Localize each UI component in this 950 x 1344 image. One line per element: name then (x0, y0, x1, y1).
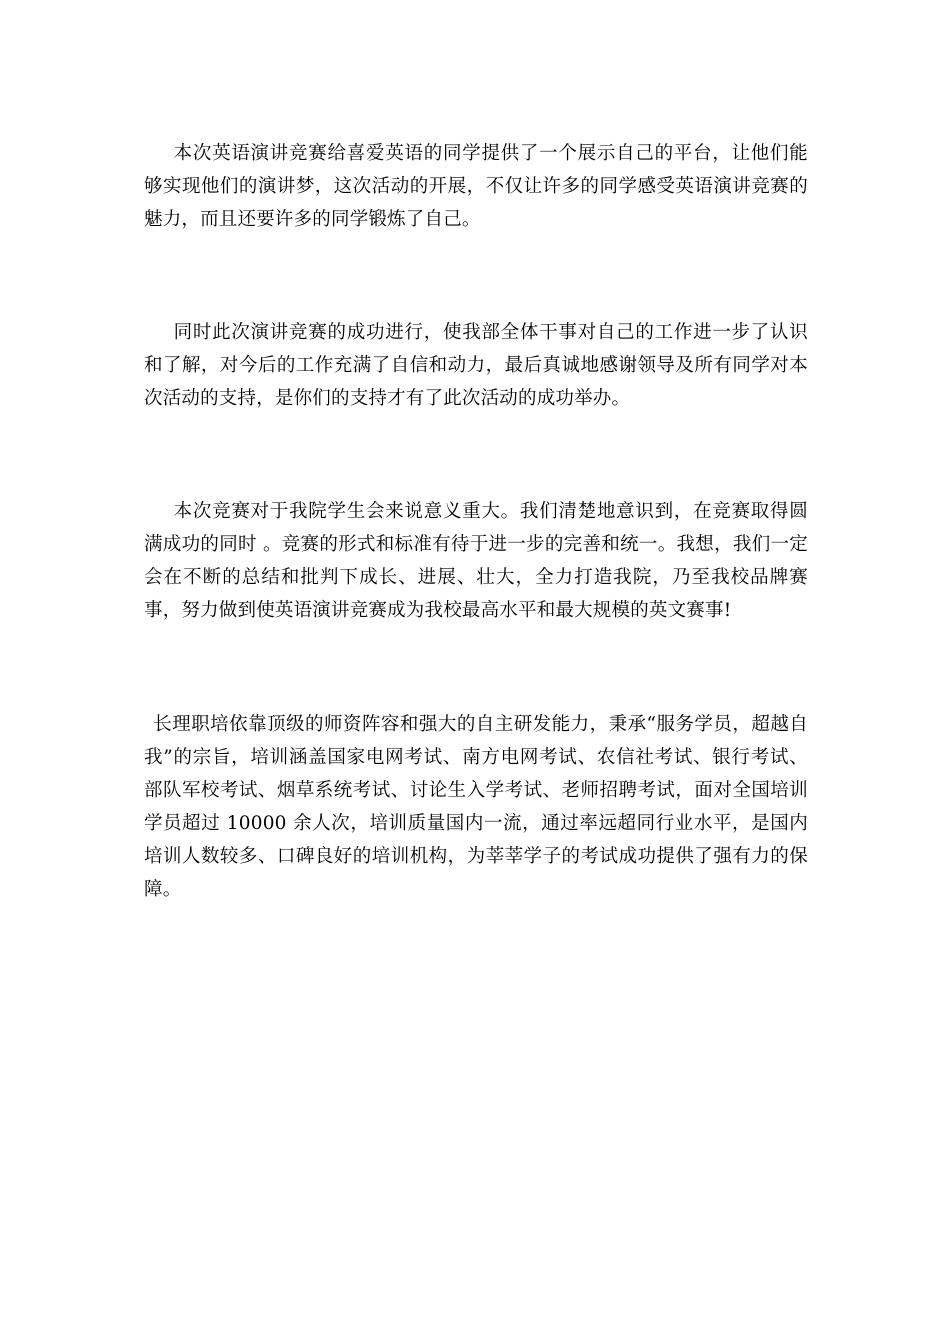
paragraph-3: 本次竞赛对于我院学生会来说意义重大。我们清楚地意识到，在竞赛取得圆满成功的同时 。竞赛的形式和标准有待于进一步的完善和统一。我想，我们一定会在不断的总结和批判下成长、进展、壮大，全力打造我院，乃至我校品牌赛事，努力做到使英语演讲竞赛成为我校最高水平和最大规模的英文赛事! (144, 500, 808, 621)
paragraph-1: 本次英语演讲竞赛给喜爱英语的同学提供了一个展示自己的平台，让他们能够实现他们的演讲梦，这次活动的开展，不仅让许多的同学感受英语演讲竞赛的魅力，而且还要许多的同学锻炼了自己。 (144, 142, 808, 230)
paragraph-4: 长理职培依靠顶级的师资阵容和强大的自主研发能力，秉承“服务学员，超越自我”的宗旨，培训涵盖国家电网考试、南方电网考试、农信社考试、银行考试、部队军校考试、烟草系统考试、讨论生入学考试、老师招聘考试，面对全国培训学员超过 10000 余人次，培训质量国内一流，通过率远超同行业水平，是国内培训人数较多、口碑良好的培训机构，为莘莘学子的考试成功提供了强有力的保障。 (144, 713, 808, 900)
paragraph-2: 同时此次演讲竞赛的成功进行，使我部全体干事对自己的工作进一步了认识和了解，对今后的工作充满了自信和动力，最后真诚地感谢领导及所有同学对本次活动的支持，是你们的支持才有了此次活动的成功举办。 (144, 321, 808, 409)
